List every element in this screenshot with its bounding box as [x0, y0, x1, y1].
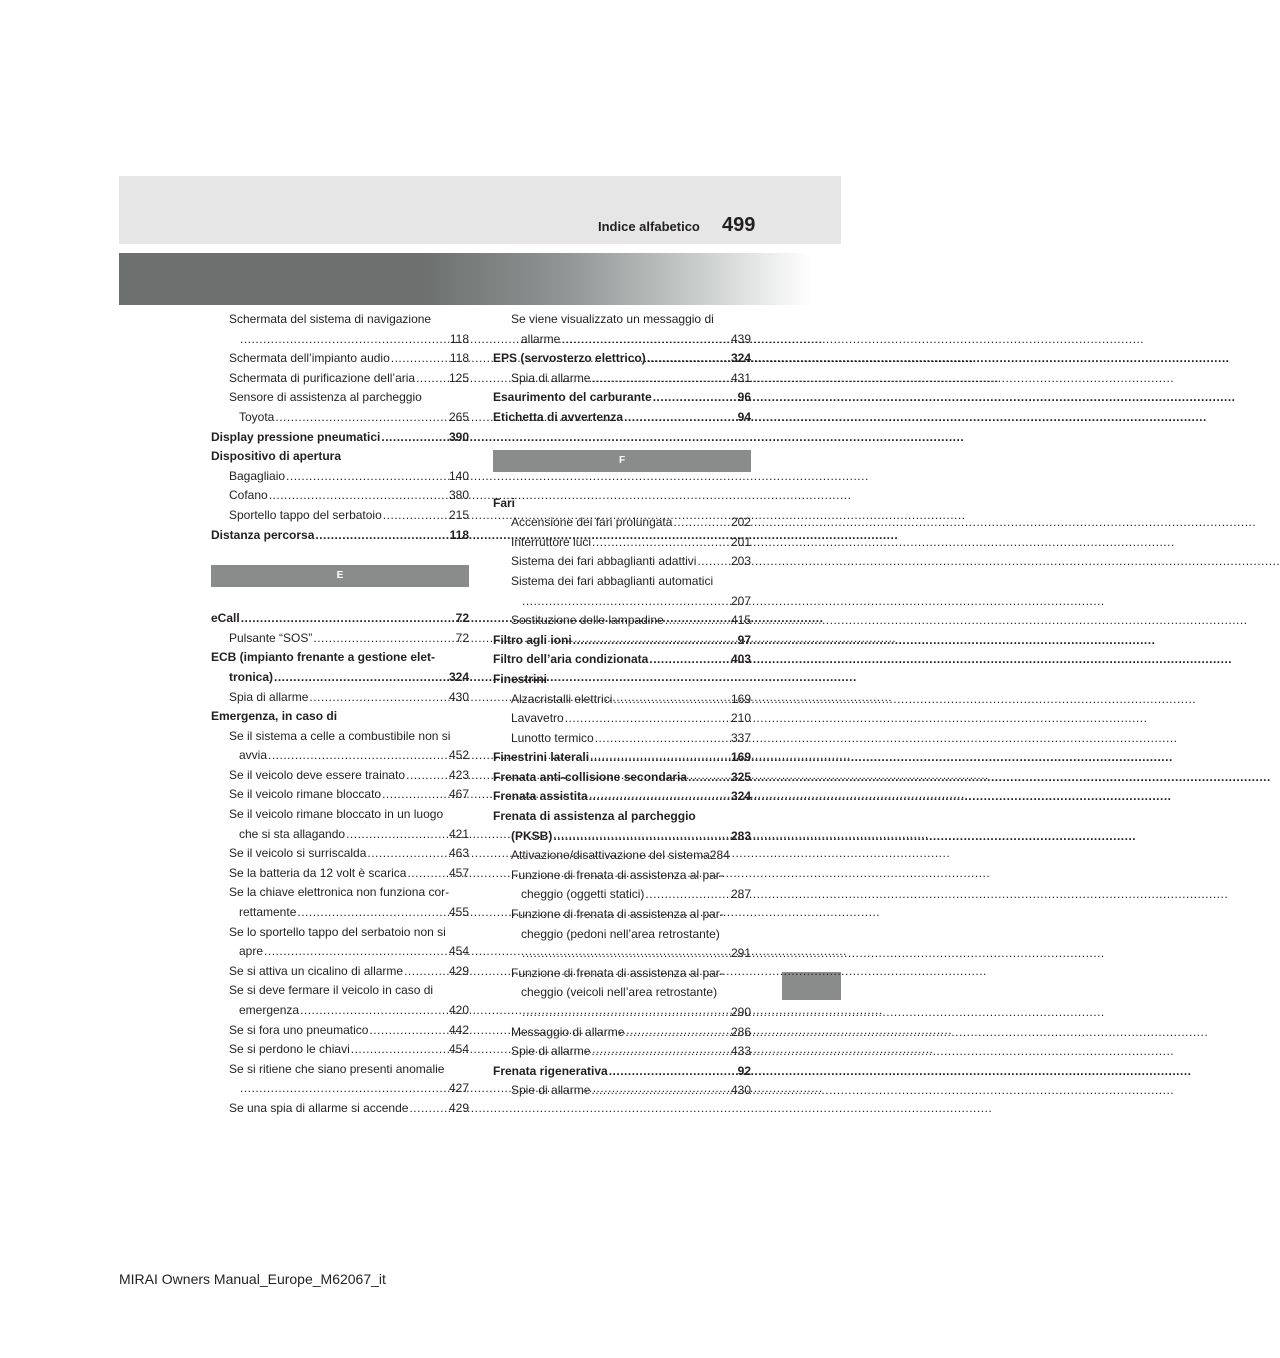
index-entry-text: Dispositivo di apertura	[211, 449, 342, 464]
index-entry-page: 201	[730, 534, 751, 549]
index-entry-text: Spia di allarme	[511, 370, 591, 385]
index-entry	[211, 766, 469, 786]
index-entry	[211, 526, 469, 546]
index-entry-text: Se si ritiene che siano presenti anomalie	[229, 1061, 445, 1076]
index-entry-page: 203	[730, 554, 751, 569]
index-entry	[211, 506, 469, 526]
index-entry-text: Sportello tappo del serbatoio	[229, 507, 382, 522]
index-entry	[211, 330, 469, 350]
index-entry	[493, 885, 751, 905]
index-entry-text: Frenata anti-collisione secondaria	[493, 769, 688, 784]
dot-leader	[409, 1099, 448, 1119]
index-entry	[211, 962, 469, 982]
dot-leader	[613, 690, 730, 710]
dot-leader	[406, 766, 448, 786]
dot-leader	[407, 864, 448, 884]
header-gradient-bar	[119, 253, 841, 305]
index-entry-text: Se il veicolo rimane bloccato in un luogo	[229, 807, 444, 822]
index-entry	[493, 611, 751, 631]
index-entry-page: 97	[737, 632, 751, 647]
index-entry-page: 169	[730, 750, 751, 765]
index-entry-text: Sensore di assistenza al parcheggio	[229, 390, 422, 405]
index-entry	[211, 1040, 469, 1060]
index-entry-text: Sostituzione delle lampadine	[511, 613, 664, 628]
index-entry-text: ECB (impianto frenante a gestione elet-	[211, 650, 436, 665]
index-entry	[211, 388, 469, 408]
index-entry	[211, 629, 469, 649]
index-entry	[493, 690, 751, 710]
index-entry	[211, 609, 469, 629]
dot-leader	[591, 369, 730, 389]
index-entry	[211, 942, 469, 962]
index-entry	[211, 688, 469, 708]
index-entry-text: Emergenza, in caso di	[211, 709, 338, 724]
index-entry	[493, 787, 751, 807]
index-entries-after	[211, 609, 469, 1118]
index-entry-page: 140	[448, 468, 469, 483]
dot-leader	[697, 552, 730, 572]
index-entry-text: Funzione di frenata di assistenza al par-	[511, 965, 724, 980]
index-entry	[211, 1079, 469, 1099]
index-entry	[211, 981, 469, 1001]
index-entry	[493, 709, 751, 729]
index-entry-text: Frenata assistita	[493, 789, 588, 804]
index-entry-page: 96	[737, 390, 751, 405]
index-entry-text: Cofano	[229, 488, 268, 503]
index-entry	[211, 467, 469, 487]
dot-leader	[313, 629, 454, 649]
index-entry-page: 283	[730, 828, 751, 843]
dot-leader	[624, 408, 737, 428]
dot-leader	[665, 611, 730, 631]
index-entry-page: 290	[730, 1005, 751, 1019]
dot-leader	[391, 349, 449, 369]
index-entry-text: Se la batteria da 12 volt è scarica	[229, 865, 407, 880]
index-entry-page: 415	[730, 613, 751, 628]
index-entry-text: Frenata di assistenza al parcheggio	[493, 809, 696, 824]
index-entry-text: emergenza	[239, 1003, 300, 1017]
dot-leader	[573, 631, 737, 651]
index-entry-text: tronica)	[229, 669, 274, 684]
index-entry-page: 324	[730, 351, 751, 366]
index-entry	[493, 1003, 751, 1023]
index-entry	[493, 925, 751, 945]
index-entry	[211, 825, 469, 845]
index-entry-page: 210	[730, 711, 751, 726]
index-entry-page: 92	[737, 1063, 751, 1078]
section-letter-bar: E	[211, 565, 469, 587]
index-entry	[211, 903, 469, 923]
index-entry	[493, 310, 751, 330]
index-entry	[493, 846, 751, 866]
index-entry-text: cheggio (veicoli nell’area retrostante)	[521, 985, 718, 1000]
index-entry-text: Attivazione/disattivazione del sistema284	[511, 848, 730, 863]
dot-leader	[590, 748, 730, 768]
index-entry-page: 72	[455, 630, 469, 645]
index-entry-text: Toyota	[239, 409, 275, 424]
index-entry	[493, 866, 751, 886]
index-entry-text: Spie di allarme	[511, 1044, 591, 1059]
index-entry-text: Fari	[493, 495, 516, 510]
index-entry	[211, 1021, 469, 1041]
index-entry-page: 72	[455, 611, 469, 626]
footer-manual-id: MIRAI Owners Manual_Europe_M62067_it	[119, 1271, 386, 1287]
dot-leader	[382, 785, 448, 805]
index-entry	[493, 408, 751, 428]
index-entry	[493, 944, 751, 964]
index-entry	[493, 1062, 751, 1082]
index-entry-text: Sistema dei fari abbaglianti automatici	[511, 573, 714, 588]
index-entry-page: 291	[730, 946, 751, 961]
index-entry	[493, 670, 751, 690]
index-entry-page: 454	[448, 1042, 469, 1057]
index-entry-page: 324	[448, 669, 469, 684]
dot-leader	[309, 688, 448, 708]
index-entry	[493, 388, 751, 408]
index-entry-page: 439	[730, 331, 751, 346]
index-entry-page: 457	[448, 865, 469, 880]
index-entry-page: 420	[448, 1003, 469, 1017]
index-entry	[493, 1042, 751, 1062]
index-entry-text: rettamente	[239, 905, 297, 920]
index-entry-text: cheggio (oggetti statici)	[521, 887, 645, 902]
index-entry	[493, 552, 751, 572]
dot-leader	[268, 746, 448, 766]
index-entry-text: Finestrini	[493, 671, 548, 686]
index-entry-page: 421	[448, 826, 469, 841]
index-entry-page: 125	[448, 370, 469, 385]
index-entry-text: EPS (servosterzo elettrico)	[493, 351, 646, 366]
index-entry-page: 454	[448, 944, 469, 959]
dot-leader	[589, 787, 730, 807]
index-entry	[211, 486, 469, 506]
index-entry-page: 431	[730, 370, 751, 385]
index-entry-text: Se una spia di allarme si accende	[229, 1100, 409, 1115]
index-entry	[211, 428, 469, 448]
index-entry-text: Etichetta di avvertenza	[493, 409, 624, 424]
index-entry-page: 467	[448, 787, 469, 802]
index-entry	[211, 746, 469, 766]
index-entry	[211, 785, 469, 805]
index-entry-page: 427	[448, 1081, 469, 1096]
index-entry	[493, 827, 751, 847]
index-entry-page: 324	[730, 789, 751, 804]
index-entry-page: 430	[448, 689, 469, 704]
index-entry-text: Schermata dell’impianto audio	[229, 351, 390, 366]
index-entry-page: 118	[449, 351, 469, 366]
index-entry-page: 429	[448, 1100, 469, 1115]
index-entry-page: 207	[730, 593, 751, 608]
index-entry	[211, 310, 469, 330]
dot-leader	[274, 668, 448, 688]
index-entry	[211, 883, 469, 903]
index-entry-page: 169	[730, 691, 751, 706]
index-entry	[211, 648, 469, 668]
index-entry-text: Lavavetro	[511, 711, 564, 726]
index-entry-text: avvia	[239, 748, 268, 763]
index-entry	[493, 1023, 751, 1043]
index-column-right	[493, 310, 751, 1101]
index-entry	[493, 631, 751, 651]
index-entry-page: 94	[737, 409, 751, 424]
index-entry-page: 390	[448, 429, 469, 444]
dot-leader	[592, 533, 730, 553]
index-entry	[493, 983, 751, 1003]
dot-leader	[565, 709, 730, 729]
dot-leader	[522, 592, 730, 612]
index-entry-text: Spia di allarme	[229, 689, 309, 704]
index-entry-page: 265	[448, 409, 469, 424]
index-entry	[211, 1001, 469, 1021]
index-entry	[493, 650, 751, 670]
index-entry-text: Se il veicolo rimane bloccato	[229, 787, 382, 802]
index-entry-page: 423	[448, 767, 469, 782]
index-entry-page: 452	[448, 748, 469, 763]
dot-leader	[297, 903, 448, 923]
index-entry	[211, 707, 469, 727]
index-entry-text: Frenata rigenerativa	[493, 1063, 608, 1078]
dot-leader	[522, 944, 730, 964]
index-entry-text: Sistema dei fari abbaglianti adattivi	[511, 554, 697, 569]
index-entry-text: Se il veicolo deve essere trainato	[229, 767, 406, 782]
index-entry-text: che si sta allagando	[239, 826, 346, 841]
index-entry-page: 403	[730, 652, 751, 667]
index-entry	[493, 349, 751, 369]
index-entry-text: Messaggio di allarme	[511, 1024, 625, 1039]
index-entry-page: 215	[448, 507, 469, 522]
index-entry-page: 433	[730, 1044, 751, 1059]
index-entry-page: 286	[730, 1024, 751, 1039]
index-entry	[211, 408, 469, 428]
dot-leader	[383, 506, 448, 526]
dot-leader	[381, 428, 448, 448]
dot-leader	[625, 1023, 730, 1043]
index-entry-text: Display pressione pneumatici	[211, 429, 381, 444]
index-entry-text: Schermata del sistema di navigazione	[229, 312, 432, 326]
section-title: Indice alfabetico	[598, 219, 700, 234]
index-entry-text: Filtro dell’aria condizionata	[493, 652, 649, 667]
index-entry	[493, 513, 751, 533]
index-entry	[211, 805, 469, 825]
index-entry-text: eCall	[211, 611, 240, 626]
index-entry-text: cheggio (pedoni nell’area retrostante)	[521, 926, 720, 941]
dot-leader	[264, 942, 448, 962]
dot-leader	[269, 486, 448, 506]
index-entry-page: 337	[730, 730, 751, 745]
dot-leader	[591, 1042, 730, 1062]
dot-leader	[346, 825, 448, 845]
index-entry-page: 118	[449, 527, 469, 542]
index-entry	[211, 844, 469, 864]
index-entry-text: Se si attiva un cicalino di allarme	[229, 963, 404, 978]
dot-leader	[367, 844, 448, 864]
index-entry-page: 429	[448, 963, 469, 978]
index-entry	[493, 768, 751, 788]
dot-leader	[275, 408, 448, 428]
index-entry-text: apre	[239, 944, 264, 959]
index-entry	[211, 1060, 469, 1080]
dot-leader	[609, 1062, 737, 1082]
index-entry-text: Se si deve fermare il veicolo in caso di	[229, 983, 434, 998]
index-entry	[493, 592, 751, 612]
dot-leader	[416, 369, 448, 389]
dot-leader	[300, 1001, 448, 1021]
index-entry	[493, 330, 751, 350]
index-entry-page: 118	[449, 331, 469, 346]
dot-leader	[351, 1040, 448, 1060]
index-entry	[211, 369, 469, 389]
index-entry	[493, 533, 751, 553]
index-entry	[493, 729, 751, 749]
index-entry	[493, 807, 751, 827]
index-entry-text: Lunotto termico	[511, 730, 594, 745]
index-entry-text: Se il veicolo si surriscalda	[229, 846, 367, 861]
dot-leader	[688, 768, 730, 788]
index-entry-page: 463	[448, 846, 469, 861]
index-column-left	[211, 310, 469, 1119]
index-entry	[211, 447, 469, 467]
dot-leader	[286, 467, 448, 487]
dot-leader	[241, 609, 455, 629]
dot-leader	[240, 1079, 448, 1099]
index-entry	[493, 369, 751, 389]
index-entry	[493, 494, 751, 514]
index-entry	[493, 748, 751, 768]
index-entry-text: Se il sistema a celle a combustibile non si	[229, 728, 451, 743]
dot-leader	[645, 885, 730, 905]
index-entry-page: 202	[730, 515, 751, 530]
index-entry	[211, 864, 469, 884]
dot-leader	[553, 827, 730, 847]
index-entry	[211, 1099, 469, 1119]
dot-leader	[595, 729, 730, 749]
dot-leader	[649, 650, 730, 670]
index-entry-text: Pulsante “SOS”	[229, 630, 313, 645]
index-entry-text: Schermata di purificazione dell’aria	[229, 370, 416, 385]
index-entry-text: Esaurimento del carburante	[493, 390, 652, 405]
index-entry-text: Se si fora uno pneumatico	[229, 1022, 369, 1037]
index-entry	[493, 572, 751, 592]
index-entry	[493, 1081, 751, 1101]
index-entry-text: Spie di allarme	[511, 1083, 591, 1098]
dot-leader	[647, 349, 730, 369]
index-entry-text: Filtro agli ioni	[493, 632, 572, 647]
index-entry-text: (PKSB)	[511, 828, 553, 843]
index-entry	[211, 923, 469, 943]
page-number: 499	[722, 214, 756, 236]
index-entry-text: Se la chiave elettronica non funziona cor-	[229, 885, 450, 900]
index-entries-before	[493, 310, 751, 428]
index-entry-text: Distanza percorsa	[211, 527, 315, 542]
index-entry-text: Accensione dei fari prolungata	[511, 515, 673, 530]
index-entry-page: 455	[448, 905, 469, 920]
index-entry-text: Funzione di frenata di assistenza al par-	[511, 867, 724, 882]
dot-leader	[653, 388, 737, 408]
dot-leader	[369, 1021, 448, 1041]
dot-leader	[240, 330, 449, 350]
index-entry-text: Bagagliaio	[229, 468, 286, 483]
index-entry-text: Alzacristalli elettrici	[511, 691, 613, 706]
index-entry	[211, 668, 469, 688]
index-entry-text: Se lo sportello tappo del serbatoio non si	[229, 924, 446, 939]
dot-leader	[561, 330, 730, 350]
index-entry-page: 380	[448, 488, 469, 503]
index-entries-after	[493, 494, 751, 1101]
dot-leader	[522, 1003, 730, 1023]
index-entry	[211, 349, 469, 369]
index-entry	[493, 905, 751, 925]
index-entry	[493, 964, 751, 984]
index-entry-page: 325	[730, 769, 751, 784]
section-letter-bar: F	[493, 450, 751, 472]
index-entry-text: Se si perdono le chiavi	[229, 1042, 350, 1057]
index-entry-text: Finestrini laterali	[493, 750, 590, 765]
index-entry	[211, 727, 469, 747]
index-entry-page: 287	[730, 887, 751, 902]
index-entry-text: Interruttore luci	[511, 534, 592, 549]
index-entry-text: allarme	[521, 331, 561, 346]
dot-leader	[591, 1081, 730, 1101]
index-entry-text: Se viene visualizzato un messaggio di	[511, 312, 714, 326]
index-entry-text: Funzione di frenata di assistenza al par-	[511, 907, 724, 922]
dot-leader	[673, 513, 730, 533]
dot-leader	[404, 962, 448, 982]
index-entry-page: 442	[448, 1022, 469, 1037]
index-entry-page: 430	[730, 1083, 751, 1098]
index-entries-before	[211, 310, 469, 545]
dot-leader	[315, 526, 448, 546]
